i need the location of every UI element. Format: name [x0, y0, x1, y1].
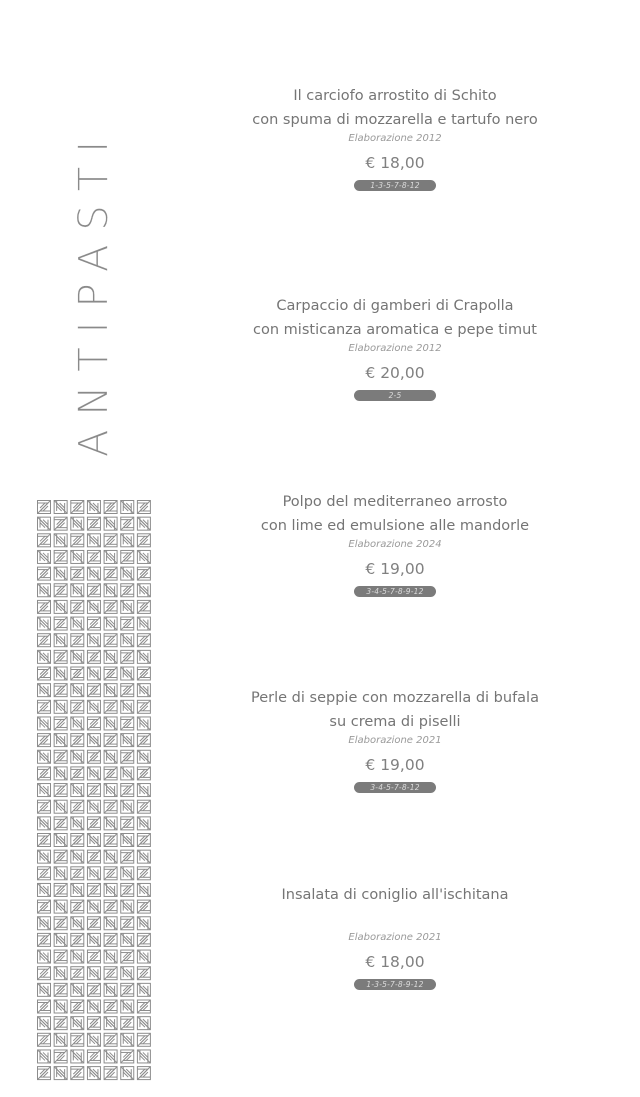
n-tile-icon — [104, 684, 117, 697]
z-tile-icon — [121, 917, 134, 930]
n-tile-icon — [54, 1033, 67, 1046]
n-tile-icon — [71, 784, 84, 797]
z-tile-icon — [137, 501, 150, 514]
z-tile-icon — [71, 700, 84, 713]
n-tile-icon — [104, 917, 117, 930]
n-tile-icon — [121, 1000, 134, 1013]
dish-price: € 18,00 — [365, 154, 425, 172]
dish-elaboration: Elaborazione 2012 — [348, 343, 442, 354]
z-tile-icon — [137, 667, 150, 680]
z-tile-icon — [54, 517, 67, 530]
dish-item — [240, 686, 550, 794]
n-tile-icon — [104, 983, 117, 996]
z-tile-icon — [121, 584, 134, 597]
n-tile-icon — [87, 667, 100, 680]
n-tile-icon — [38, 950, 51, 963]
z-tile-icon — [71, 634, 84, 647]
dish-item — [240, 490, 550, 598]
n-tile-icon — [38, 1017, 51, 1030]
z-tile-icon — [87, 983, 100, 996]
z-tile-icon — [71, 501, 84, 514]
n-tile-icon — [71, 850, 84, 863]
z-tile-icon — [104, 700, 117, 713]
z-tile-icon — [104, 634, 117, 647]
z-tile-icon — [38, 600, 51, 613]
n-tile-icon — [71, 550, 84, 563]
z-tile-icon — [104, 1033, 117, 1046]
n-tile-icon — [137, 917, 150, 930]
n-tile-icon — [71, 684, 84, 697]
dish-name-line-1: Insalata di coniglio all'ischitana — [281, 887, 509, 903]
n-tile-icon — [104, 817, 117, 830]
n-tile-icon — [137, 617, 150, 630]
z-tile-icon — [104, 534, 117, 547]
z-tile-icon — [87, 617, 100, 630]
z-tile-icon — [121, 650, 134, 663]
z-tile-icon — [87, 817, 100, 830]
z-tile-icon — [137, 867, 150, 880]
n-tile-icon — [121, 734, 134, 747]
n-tile-icon — [121, 634, 134, 647]
allergen-badge: 3-4-5-7-8-9-12 — [354, 586, 436, 597]
n-tile-icon — [137, 883, 150, 896]
n-tile-icon — [71, 750, 84, 763]
z-tile-icon — [38, 967, 51, 980]
n-tile-icon — [38, 650, 51, 663]
z-tile-icon — [87, 917, 100, 930]
n-tile-icon — [38, 1050, 51, 1063]
n-tile-icon — [104, 584, 117, 597]
z-tile-icon — [104, 1000, 117, 1013]
z-tile-icon — [104, 1067, 117, 1080]
z-tile-icon — [137, 1033, 150, 1046]
n-tile-icon — [137, 584, 150, 597]
n-tile-icon — [71, 650, 84, 663]
z-tile-icon — [121, 717, 134, 730]
dish-elaboration: Elaborazione 2021 — [348, 735, 442, 746]
z-tile-icon — [137, 767, 150, 780]
n-tile-icon — [121, 933, 134, 946]
dish-price: € 20,00 — [365, 364, 425, 382]
z-tile-icon — [54, 650, 67, 663]
n-tile-icon — [54, 700, 67, 713]
z-tile-icon — [137, 634, 150, 647]
z-tile-icon — [137, 1000, 150, 1013]
n-tile-icon — [38, 850, 51, 863]
n-tile-icon — [104, 1017, 117, 1030]
z-tile-icon — [87, 550, 100, 563]
z-tile-icon — [38, 867, 51, 880]
dish-price: € 18,00 — [365, 953, 425, 971]
z-tile-icon — [137, 700, 150, 713]
n-tile-icon — [38, 750, 51, 763]
n-tile-icon — [87, 700, 100, 713]
n-tile-icon — [137, 750, 150, 763]
n-tile-icon — [87, 867, 100, 880]
dish-item — [240, 84, 550, 192]
z-tile-icon — [121, 850, 134, 863]
n-tile-icon — [121, 501, 134, 514]
z-tile-icon — [104, 834, 117, 847]
dish-elaboration: Elaborazione 2024 — [348, 539, 442, 550]
n-tile-icon — [54, 534, 67, 547]
z-tile-icon — [54, 1017, 67, 1030]
z-tile-icon — [71, 600, 84, 613]
n-tile-icon — [38, 584, 51, 597]
z-tile-icon — [38, 534, 51, 547]
allergen-badge: 1-3-5-7-8-9-12 — [354, 979, 436, 990]
n-tile-icon — [121, 700, 134, 713]
z-tile-icon — [104, 501, 117, 514]
z-tile-icon — [71, 967, 84, 980]
n-tile-icon — [104, 850, 117, 863]
z-tile-icon — [104, 667, 117, 680]
z-tile-icon — [104, 734, 117, 747]
n-tile-icon — [137, 983, 150, 996]
z-tile-icon — [54, 817, 67, 830]
n-tile-icon — [87, 734, 100, 747]
allergen-badge: 2-5 — [354, 390, 436, 401]
n-tile-icon — [121, 867, 134, 880]
dish-name-line-1: Il carciofo arrostito di Schito — [293, 88, 497, 104]
z-tile-icon — [121, 617, 134, 630]
z-tile-icon — [87, 784, 100, 797]
dish-name-line-2: con misticanza aromatica e pepe timut — [253, 322, 537, 338]
z-tile-icon — [71, 767, 84, 780]
z-tile-icon — [104, 800, 117, 813]
z-tile-icon — [71, 933, 84, 946]
z-tile-icon — [71, 867, 84, 880]
n-tile-icon — [71, 1017, 84, 1030]
z-tile-icon — [38, 767, 51, 780]
n-tile-icon — [38, 883, 51, 896]
z-tile-icon — [137, 600, 150, 613]
z-tile-icon — [121, 550, 134, 563]
decorative-tile-pattern — [36, 499, 153, 1082]
z-tile-icon — [121, 1050, 134, 1063]
n-tile-icon — [54, 567, 67, 580]
z-tile-icon — [54, 950, 67, 963]
n-tile-icon — [137, 950, 150, 963]
allergen-badge: 3-4-5-7-8-12 — [354, 782, 436, 793]
n-tile-icon — [87, 501, 100, 514]
z-tile-icon — [121, 684, 134, 697]
z-tile-icon — [121, 1017, 134, 1030]
n-tile-icon — [104, 717, 117, 730]
n-tile-icon — [104, 617, 117, 630]
n-tile-icon — [38, 717, 51, 730]
z-tile-icon — [137, 967, 150, 980]
dish-price: € 19,00 — [365, 560, 425, 578]
n-tile-icon — [104, 750, 117, 763]
n-tile-icon — [54, 867, 67, 880]
n-tile-icon — [104, 1050, 117, 1063]
dish-item — [240, 294, 550, 402]
n-tile-icon — [137, 550, 150, 563]
n-tile-icon — [137, 1050, 150, 1063]
z-tile-icon — [137, 1067, 150, 1080]
n-tile-icon — [121, 1067, 134, 1080]
z-tile-icon — [87, 1017, 100, 1030]
z-tile-icon — [121, 950, 134, 963]
n-tile-icon — [121, 567, 134, 580]
n-tile-icon — [137, 1017, 150, 1030]
z-tile-icon — [137, 933, 150, 946]
n-tile-icon — [121, 1033, 134, 1046]
z-tile-icon — [38, 1000, 51, 1013]
z-tile-icon — [87, 883, 100, 896]
n-tile-icon — [54, 1067, 67, 1080]
n-tile-icon — [137, 517, 150, 530]
z-tile-icon — [38, 900, 51, 913]
z-tile-icon — [38, 734, 51, 747]
n-tile-icon — [54, 767, 67, 780]
z-tile-icon — [38, 700, 51, 713]
z-tile-icon — [121, 817, 134, 830]
n-tile-icon — [54, 900, 67, 913]
n-tile-icon — [104, 950, 117, 963]
z-tile-icon — [54, 684, 67, 697]
z-tile-icon — [54, 617, 67, 630]
n-tile-icon — [71, 617, 84, 630]
n-tile-icon — [38, 917, 51, 930]
z-tile-icon — [71, 534, 84, 547]
n-tile-icon — [87, 534, 100, 547]
z-tile-icon — [104, 900, 117, 913]
n-tile-icon — [87, 600, 100, 613]
n-tile-icon — [87, 767, 100, 780]
z-tile-icon — [87, 684, 100, 697]
n-tile-icon — [71, 817, 84, 830]
n-tile-icon — [54, 667, 67, 680]
z-tile-icon — [54, 983, 67, 996]
z-tile-icon — [71, 1067, 84, 1080]
n-tile-icon — [121, 834, 134, 847]
n-tile-icon — [87, 1067, 100, 1080]
n-tile-icon — [38, 983, 51, 996]
z-tile-icon — [38, 667, 51, 680]
dish-elaboration: Elaborazione 2012 — [348, 133, 442, 144]
n-tile-icon — [137, 850, 150, 863]
n-tile-icon — [87, 1033, 100, 1046]
n-tile-icon — [71, 883, 84, 896]
n-tile-icon — [121, 900, 134, 913]
z-tile-icon — [54, 550, 67, 563]
z-tile-icon — [54, 784, 67, 797]
allergen-badge: 1-3-5-7-8-12 — [354, 180, 436, 191]
dish-name-line-1: Carpaccio di gamberi di Crapolla — [276, 298, 514, 314]
z-tile-icon — [121, 883, 134, 896]
z-tile-icon — [87, 750, 100, 763]
n-tile-icon — [87, 567, 100, 580]
z-tile-icon — [137, 534, 150, 547]
z-tile-icon — [38, 501, 51, 514]
n-tile-icon — [54, 1000, 67, 1013]
n-tile-icon — [54, 933, 67, 946]
n-tile-icon — [38, 517, 51, 530]
section-title-text: ANTIPASTI — [71, 126, 117, 458]
n-tile-icon — [104, 550, 117, 563]
n-tile-icon — [121, 967, 134, 980]
n-tile-icon — [104, 883, 117, 896]
n-tile-icon — [87, 967, 100, 980]
z-tile-icon — [104, 867, 117, 880]
n-tile-icon — [87, 900, 100, 913]
n-tile-icon — [54, 967, 67, 980]
n-tile-icon — [87, 800, 100, 813]
z-tile-icon — [54, 1050, 67, 1063]
z-tile-icon — [38, 834, 51, 847]
n-tile-icon — [71, 717, 84, 730]
z-tile-icon — [38, 1067, 51, 1080]
z-tile-icon — [121, 784, 134, 797]
n-tile-icon — [121, 534, 134, 547]
n-tile-icon — [71, 917, 84, 930]
z-tile-icon — [38, 933, 51, 946]
z-tile-icon — [54, 750, 67, 763]
n-tile-icon — [87, 834, 100, 847]
n-tile-icon — [38, 817, 51, 830]
n-tile-icon — [38, 684, 51, 697]
z-tile-icon — [54, 883, 67, 896]
dish-name-line-2: con spuma di mozzarella e tartufo nero — [252, 112, 538, 128]
n-tile-icon — [54, 734, 67, 747]
z-tile-icon — [137, 734, 150, 747]
n-tile-icon — [71, 517, 84, 530]
z-tile-icon — [71, 667, 84, 680]
z-tile-icon — [87, 850, 100, 863]
n-tile-icon — [121, 767, 134, 780]
dish-name-spacer — [240, 907, 550, 931]
z-tile-icon — [54, 917, 67, 930]
z-tile-icon — [71, 734, 84, 747]
z-tile-icon — [87, 1050, 100, 1063]
dish-price: € 19,00 — [365, 756, 425, 774]
z-tile-icon — [54, 850, 67, 863]
dish-name-line-2: con lime ed emulsione alle mandorle — [260, 518, 530, 534]
dish-item — [240, 883, 550, 991]
z-tile-icon — [121, 750, 134, 763]
z-tile-icon — [137, 900, 150, 913]
z-tile-icon — [104, 933, 117, 946]
z-tile-icon — [87, 650, 100, 663]
n-tile-icon — [121, 667, 134, 680]
dish-elaboration: Elaborazione 2021 — [348, 932, 442, 943]
section-title — [72, 123, 116, 461]
z-tile-icon — [71, 567, 84, 580]
z-tile-icon — [71, 800, 84, 813]
n-tile-icon — [71, 584, 84, 597]
n-tile-icon — [137, 717, 150, 730]
z-tile-icon — [38, 634, 51, 647]
z-tile-icon — [71, 900, 84, 913]
n-tile-icon — [104, 650, 117, 663]
n-tile-icon — [104, 784, 117, 797]
n-tile-icon — [71, 1050, 84, 1063]
z-tile-icon — [87, 950, 100, 963]
n-tile-icon — [38, 617, 51, 630]
z-tile-icon — [137, 834, 150, 847]
z-tile-icon — [38, 800, 51, 813]
n-tile-icon — [137, 684, 150, 697]
n-tile-icon — [71, 950, 84, 963]
n-tile-icon — [121, 800, 134, 813]
z-tile-icon — [54, 717, 67, 730]
z-tile-icon — [104, 567, 117, 580]
z-tile-icon — [38, 1033, 51, 1046]
dish-name-line-1: Polpo del mediterraneo arrosto — [282, 494, 508, 510]
n-tile-icon — [137, 817, 150, 830]
n-tile-icon — [38, 784, 51, 797]
z-tile-icon — [87, 517, 100, 530]
dish-name-line-2: su crema di piselli — [329, 714, 461, 730]
n-tile-icon — [54, 834, 67, 847]
n-tile-icon — [54, 634, 67, 647]
n-tile-icon — [54, 800, 67, 813]
n-tile-icon — [87, 933, 100, 946]
tile-pattern-svg — [36, 499, 153, 1082]
z-tile-icon — [104, 767, 117, 780]
n-tile-icon — [87, 634, 100, 647]
z-tile-icon — [104, 967, 117, 980]
n-tile-icon — [71, 983, 84, 996]
n-tile-icon — [104, 517, 117, 530]
z-tile-icon — [38, 567, 51, 580]
z-tile-icon — [121, 983, 134, 996]
z-tile-icon — [104, 600, 117, 613]
z-tile-icon — [71, 1000, 84, 1013]
n-tile-icon — [54, 501, 67, 514]
n-tile-icon — [137, 784, 150, 797]
z-tile-icon — [121, 517, 134, 530]
z-tile-icon — [87, 584, 100, 597]
z-tile-icon — [71, 1033, 84, 1046]
z-tile-icon — [137, 567, 150, 580]
z-tile-icon — [87, 717, 100, 730]
n-tile-icon — [121, 600, 134, 613]
z-tile-icon — [137, 800, 150, 813]
n-tile-icon — [54, 600, 67, 613]
dish-name-line-1: Perle di seppie con mozzarella di bufala — [251, 690, 539, 706]
n-tile-icon — [38, 550, 51, 563]
n-tile-icon — [137, 650, 150, 663]
z-tile-icon — [71, 834, 84, 847]
z-tile-icon — [54, 584, 67, 597]
n-tile-icon — [87, 1000, 100, 1013]
